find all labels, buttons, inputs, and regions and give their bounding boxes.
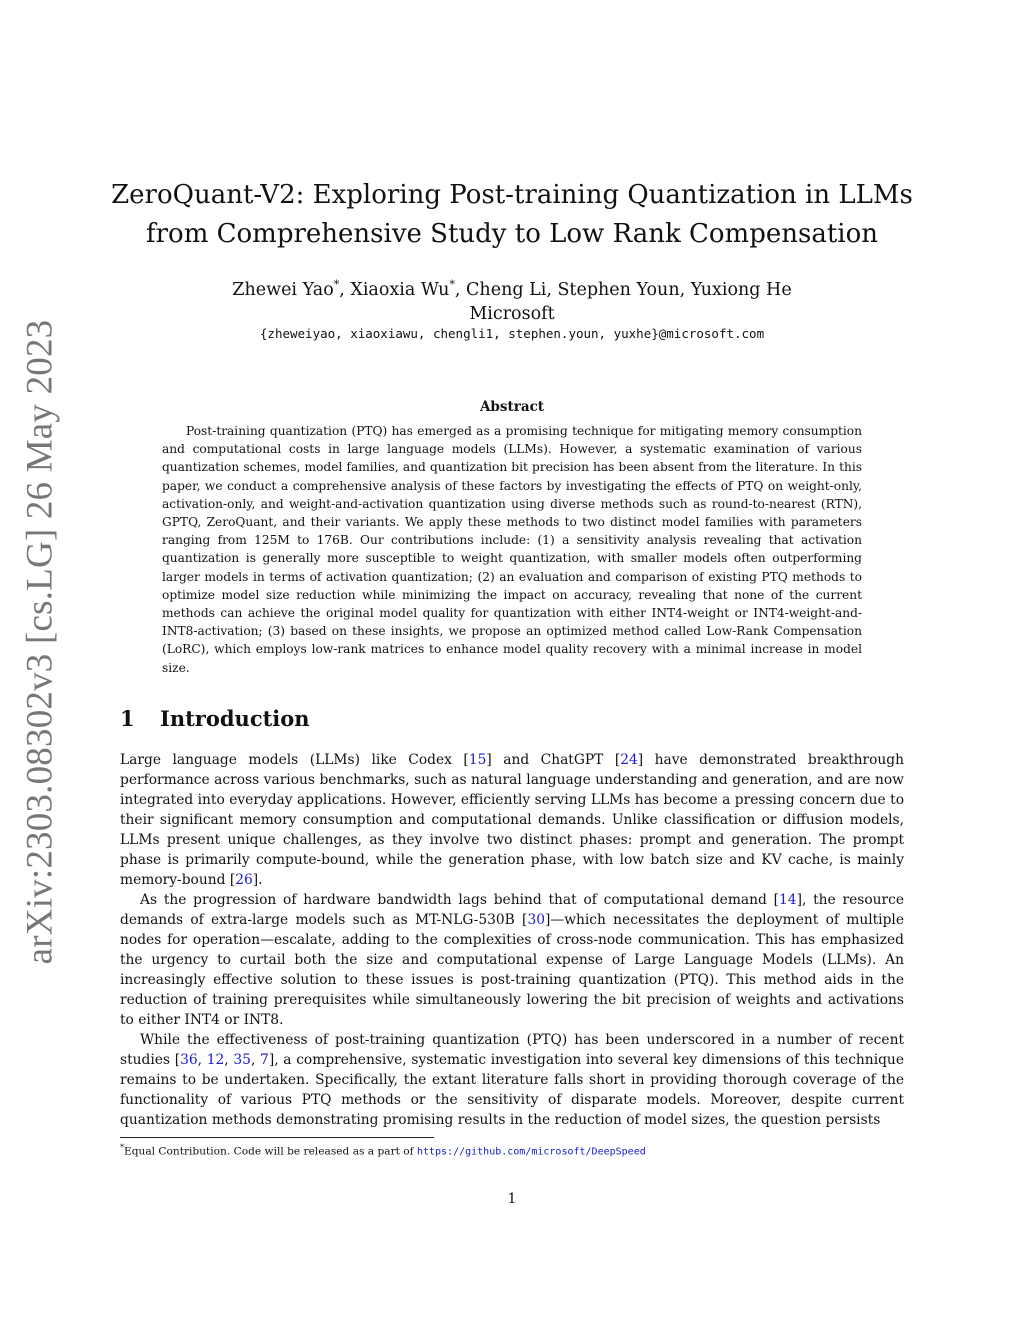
footnote-rule <box>120 1137 434 1138</box>
citation-link[interactable]: 12 <box>206 1052 225 1068</box>
citation-link[interactable]: 24 <box>620 752 638 768</box>
text-run: ] have demonstrated breakthrough performance across various benchmarks, such as natural language understanding and generation, and are now integrated into everyday applications. However, efficiently serving LLMs has become a pressing concern due to their significant memory consumption and computational demands. Unlike classification or diffusion models, LLMs present unique challenges, as they involve two distinct phases: prompt and generation. The prompt phase is primarily compute-bound, while the generation phase, with low batch size and KV cache, is mainly memory-bound [ <box>120 752 905 888</box>
abstract-text: Post-training quantization (PTQ) has emerged as a promising technique for mitigating memory consumption and computational costs in large language models (LLMs). However, a systematic examination of various quantization schemes, model families, and quantization bit precision has been absent from the literature. In this paper, we conduct a comprehensive analysis of these factors by investigating the effects of PTQ on weight-only, activation-only, and weight-and-activation quantization using diverse methods such as round-to-nearest (RTN), GPTQ, ZeroQuant, and their variants. We apply these methods to two distinct model families with parameters ranging from 125M to 176B. Our contributions include: (1) a sensitivity analysis revealing that activation quantization is generally more susceptible to weight quantization, with smaller models often outperforming larger models in terms of activation quantization; (2) an evaluation and comparison of existing PTQ methods to optimize model size reduction while minimizing the impact on accuracy, revealing that none of the current methods can achieve the original model quality for quantization with either INT4-weight or INT4-weight-and-INT8-activation; (3) based on these insights, we propose an optimized method called Low-Rank Compensation (LoRC), which employs low-rank matrices to enhance model quality recovery with a minimal increase in model size. <box>162 424 862 675</box>
text-run: , <box>224 1052 234 1068</box>
text-run: ], the resource demands of extra-large models such as MT-NLG-530B [ <box>120 892 904 928</box>
text-run: , <box>250 1052 261 1068</box>
other-authors: , Cheng Li, Stephen Youn, Yuxiong He <box>454 279 792 300</box>
citation-link[interactable]: 7 <box>260 1052 269 1068</box>
text-run: ], a comprehensive, systematic investigation into several key dimensions of this technique remains to be undertaken. Specifically, the extant literature falls short in providing thorough coverage of the functionality of various PTQ methods or the sensitivity of disparate models. Moreover, despite current quantization methods demonstrating promising results in the reduction of model sizes, the question persists <box>120 1052 904 1128</box>
text-run: ] and ChatGPT [ <box>486 752 621 768</box>
text-run: While the effectiveness of post-training quantization (PTQ) has been underscored in a number of recent studies [ <box>120 1032 904 1068</box>
footnote-url-link[interactable]: https://github.com/microsoft/DeepSpeed <box>416 1146 646 1158</box>
arxiv-identifier: arXiv:2303.08302v3 [cs.LG] 26 May 2023 <box>19 319 61 965</box>
citation-link[interactable]: 35 <box>233 1052 251 1068</box>
text-run: ]. <box>252 872 263 888</box>
author-names <box>100 273 924 302</box>
equal-contribution-mark: * <box>333 278 340 291</box>
text-run: As the progression of hardware bandwidth lags behind that of computational demand [ <box>140 892 779 908</box>
text-run: Large language models (LLMs) like Codex [ <box>120 752 469 768</box>
citation-link[interactable]: 36 <box>180 1052 198 1068</box>
author-2: , Xiaoxia Wu <box>339 279 450 300</box>
introduction-body <box>120 750 904 1130</box>
title-line-1: ZeroQuant-V2: Exploring Post-training Quantization in LLMs <box>111 180 913 210</box>
paragraph-3 <box>120 1030 904 1130</box>
text-run: ]—which necessitates the deployment of multiple nodes for operation—escalate, adding to the complexities of cross-node communication. This has emphasized the urgency to curtail both the size and computational expense of Large Language Models (LLMs). An increasingly effective solution to these issues is post-training quantization (PTQ). This method aids in the reduction of training prerequisites while simultaneously lowering the bit precision of weights and activations to either INT4 or INT8. <box>120 912 904 1028</box>
title-line-2: from Comprehensive Study to Low Rank Compensation <box>146 219 878 249</box>
section-number: 1 <box>120 706 135 731</box>
footnote <box>120 1143 646 1158</box>
author-emails: {zheweiyao, xiaoxiawu, chengli1, stephen.youn, yuxhe}@microsoft.com <box>259 326 765 341</box>
citation-link[interactable]: 26 <box>235 872 253 888</box>
arxiv-sidebar <box>8 319 72 965</box>
citation-link[interactable]: 14 <box>779 892 797 908</box>
paper-title <box>100 176 924 254</box>
abstract-heading: Abstract <box>479 399 545 415</box>
citation-link[interactable]: 30 <box>527 912 546 928</box>
section-title: Introduction <box>160 706 310 731</box>
citation-link[interactable]: 15 <box>468 752 487 768</box>
affiliation: Microsoft <box>469 303 555 324</box>
author-block <box>100 273 924 326</box>
paragraph-2 <box>120 890 904 1030</box>
paragraph-1 <box>120 750 904 890</box>
section-heading <box>120 706 310 731</box>
text-run: , <box>197 1052 207 1068</box>
author-1: Zhewei Yao <box>232 279 334 300</box>
footnote-mark: * <box>120 1143 124 1152</box>
equal-contribution-mark: * <box>449 278 455 291</box>
page-number: 1 <box>507 1191 517 1207</box>
footnote-text: Equal Contribution. Code will be released as a part of <box>124 1145 417 1158</box>
